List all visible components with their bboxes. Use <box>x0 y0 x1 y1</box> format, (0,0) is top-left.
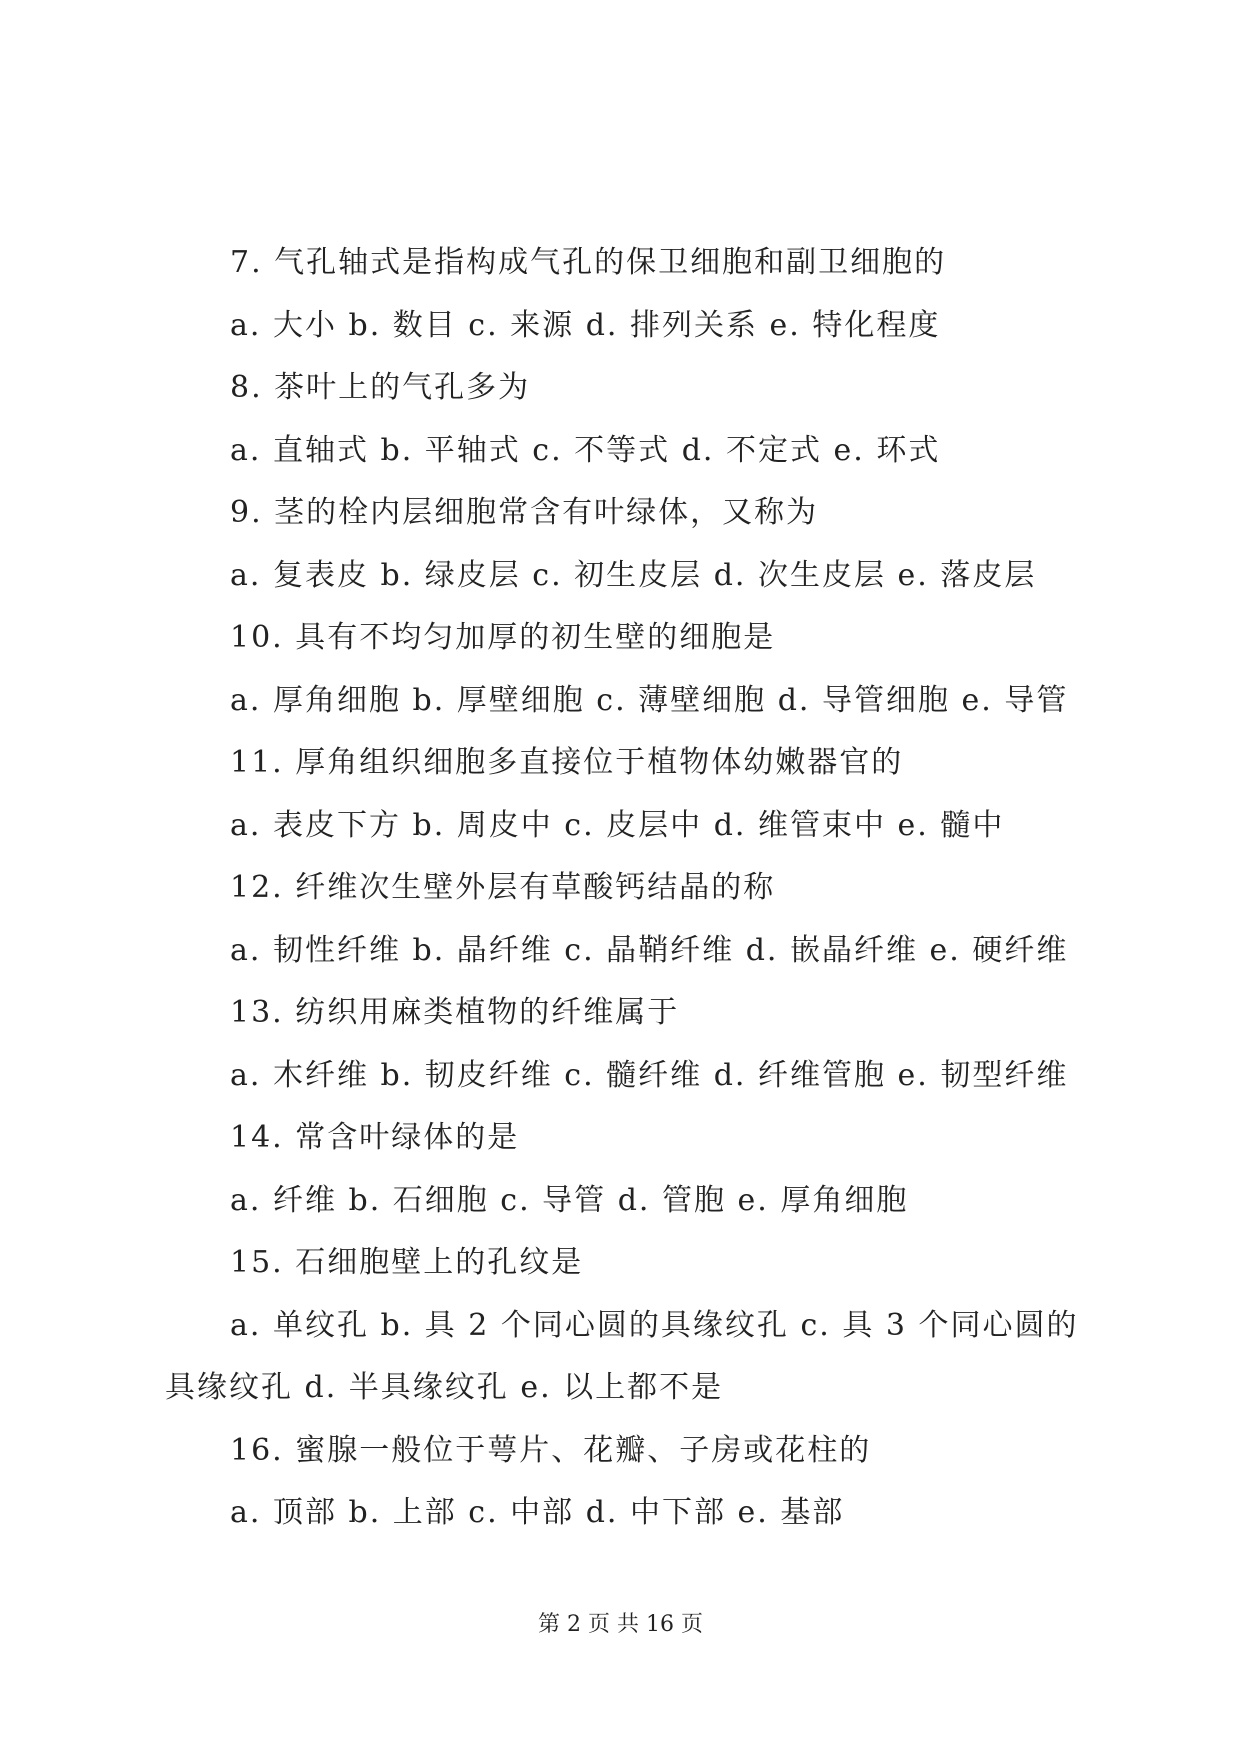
options-9: a. 复表皮 b. 绿皮层 c. 初生皮层 d. 次生皮层 e. 落皮层 <box>230 557 1037 593</box>
options-12: a. 韧性纤维 b. 晶纤维 c. 晶鞘纤维 d. 嵌晶纤维 e. 硬纤维 <box>230 932 1069 968</box>
options-14: a. 纤维 b. 石细胞 c. 导管 d. 管胞 e. 厚角细胞 <box>230 1182 909 1218</box>
options-8: a. 直轴式 b. 平轴式 c. 不等式 d. 不定式 e. 环式 <box>230 432 941 468</box>
options-11: a. 表皮下方 b. 周皮中 c. 皮层中 d. 维管束中 e. 髓中 <box>230 807 1005 843</box>
question-9: 9. 茎的栓内层细胞常含有叶绿体，又称为 <box>230 495 819 530</box>
question-11: 11. 厚角组织细胞多直接位于植物体幼嫩器官的 <box>230 745 904 780</box>
options-15: a. 单纹孔 b. 具 2 个同心圆的具缘纹孔 c. 具 3 个同心圆的具缘纹孔 d. 半具缘纹孔 e. 以上都不是 <box>165 1307 1079 1405</box>
page-footer: 第 2 页 共 16 页 <box>538 1612 703 1637</box>
question-13: 13. 纺织用麻类植物的纤维属于 <box>230 995 680 1030</box>
options-10: a. 厚角细胞 b. 厚壁细胞 c. 薄壁细胞 d. 导管细胞 e. 导管 <box>230 682 1069 718</box>
question-14: 14. 常含叶绿体的是 <box>230 1120 520 1155</box>
options-16: a. 顶部 b. 上部 c. 中部 d. 中下部 e. 基部 <box>230 1495 845 1530</box>
options-13: a. 木纤维 b. 韧皮纤维 c. 髓纤维 d. 纤维管胞 e. 韧型纤维 <box>230 1057 1069 1093</box>
question-8: 8. 茶叶上的气孔多为 <box>230 370 531 405</box>
question-7: 7. 气孔轴式是指构成气孔的保卫细胞和副卫细胞的 <box>230 245 947 280</box>
question-10: 10. 具有不均匀加厚的初生壁的细胞是 <box>230 620 776 655</box>
question-16: 16. 蜜腺一般位于萼片、花瓣、子房或花柱的 <box>230 1432 872 1468</box>
question-12: 12. 纤维次生壁外层有草酸钙结晶的称 <box>230 870 776 905</box>
question-15: 15. 石细胞壁上的孔纹是 <box>230 1245 584 1280</box>
question-list <box>165 232 1085 1545</box>
options-7: a. 大小 b. 数目 c. 来源 d. 排列关系 e. 特化程度 <box>230 307 941 343</box>
